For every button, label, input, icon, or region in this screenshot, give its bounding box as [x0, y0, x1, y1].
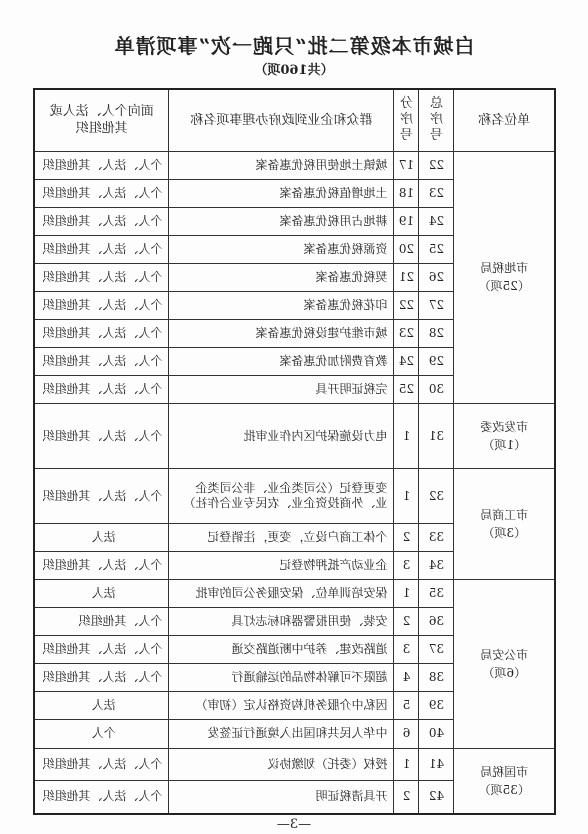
item-name-cell: 完税证明开具	[169, 376, 394, 404]
total-number-cell: 35	[419, 579, 454, 607]
target-cell: 个人、法人、其他组织	[34, 404, 169, 469]
total-number-cell: 28	[419, 320, 454, 348]
unit-item-count: （1项）	[482, 438, 527, 453]
target-cell: 个人	[34, 720, 169, 748]
target-cell: 个人、法人、其他组织	[34, 748, 169, 780]
target-cell: 个人、法人、其他组织	[34, 291, 169, 319]
item-name-cell: 保安培训单位、保安服务公司的审批	[169, 579, 394, 607]
target-cell: 个人、法人、其他组织	[34, 235, 169, 263]
sub-number-cell: 4	[394, 664, 419, 692]
header-item-name: 群众和企业到政府办理事项名称	[169, 89, 394, 151]
item-name-cell: 因私中介服务机构资格认定（初审）	[169, 692, 394, 720]
unit-cell	[454, 151, 555, 404]
item-name-cell: 城镇土地使用税优惠备案	[169, 151, 394, 179]
item-name-cell: 电力设施保护区内作业审批	[169, 404, 394, 469]
unit-name: 市工商局	[480, 508, 529, 523]
target-cell: 个人、法人、其他组织	[34, 376, 169, 404]
total-number-cell: 41	[419, 748, 454, 780]
target-cell: 个人、法人、其他组织	[34, 348, 169, 376]
target-cell: 法人	[34, 692, 169, 720]
page-number: —3—	[276, 817, 312, 832]
item-list-table	[33, 88, 556, 815]
target-cell: 个人、法人、其他组织	[34, 636, 169, 664]
total-number-cell: 32	[419, 469, 454, 523]
target-cell: 个人、法人、其他组织	[34, 551, 169, 579]
total-number-cell: 30	[419, 376, 454, 404]
sub-number-cell: 2	[394, 608, 419, 636]
total-number-cell: 34	[419, 551, 454, 579]
sub-number-cell: 18	[394, 179, 419, 207]
item-name-cell: 道路改建、养护中断道路交通	[169, 636, 394, 664]
total-number-cell: 39	[419, 692, 454, 720]
item-name-cell: 安装、使用报警器和标志灯具	[169, 608, 394, 636]
total-number-cell: 40	[419, 720, 454, 748]
sub-number-cell: 20	[394, 235, 419, 263]
unit-cell	[454, 748, 555, 814]
item-name-cell: 变更登记（公司类企业、非公司类企业、外商投资企业、农民专业合作社）	[169, 469, 394, 523]
item-name-cell: 企业动产抵押物登记	[169, 551, 394, 579]
sub-number-cell: 1	[394, 404, 419, 469]
table-row	[34, 579, 555, 607]
header-sub-no: 分序号	[394, 89, 419, 151]
item-name-cell: 教育费附加优惠备案	[169, 348, 394, 376]
sub-number-cell: 2	[394, 780, 419, 814]
sub-number-cell: 1	[394, 579, 419, 607]
item-name-cell: 资源税优惠备案	[169, 235, 394, 263]
unit-name: 市发改委	[480, 420, 529, 435]
document-subtitle: （共160项）	[254, 63, 334, 78]
sub-number-cell: 22	[394, 291, 419, 319]
table-row	[34, 404, 555, 469]
item-name-cell: 个体工商户设立，变更，注销登记	[169, 523, 394, 551]
total-number-cell: 31	[419, 404, 454, 469]
table-row	[34, 469, 555, 523]
target-cell: 个人、法人、其他组织	[34, 664, 169, 692]
table-body	[34, 151, 555, 814]
unit-item-count: （3项）	[482, 526, 527, 541]
item-name-cell: 城市维护建设税优惠备案	[169, 320, 394, 348]
unit-item-count: （35项）	[478, 782, 530, 797]
total-number-cell: 23	[419, 179, 454, 207]
sub-number-cell: 3	[394, 636, 419, 664]
unit-item-count: （25项）	[478, 279, 530, 294]
sub-number-cell: 1	[394, 748, 419, 780]
unit-name: 市公安局	[480, 647, 529, 662]
target-cell: 个人、法人、其他组织	[34, 263, 169, 291]
item-list-table-wrapper	[35, 88, 556, 815]
table-row	[34, 748, 555, 780]
sub-number-cell: 23	[394, 320, 419, 348]
unit-cell	[454, 404, 555, 469]
table-row	[34, 151, 555, 179]
total-number-cell: 42	[419, 780, 454, 814]
sub-number-cell: 3	[394, 551, 419, 579]
total-number-cell: 22	[419, 151, 454, 179]
unit-name: 市国税局	[480, 764, 529, 779]
sub-number-cell: 2	[394, 523, 419, 551]
header-unit: 单位名称	[454, 89, 555, 151]
header-target: 面向个人、法人或其他组织	[34, 89, 169, 151]
item-name-cell: 开具清税证明	[169, 780, 394, 814]
target-cell: 个人、法人、其他组织	[34, 320, 169, 348]
sub-number-cell: 19	[394, 207, 419, 235]
target-cell: 个人、法人、其他组织	[34, 151, 169, 179]
total-number-cell: 33	[419, 523, 454, 551]
target-cell: 个人、其他组织	[34, 608, 169, 636]
item-name-cell: 超限不可解体物品的运输通行	[169, 664, 394, 692]
item-name-cell: 耕地占用税优惠备案	[169, 207, 394, 235]
sub-number-cell: 25	[394, 376, 419, 404]
item-name-cell: 印花税优惠备案	[169, 291, 394, 319]
target-cell: 法人	[34, 579, 169, 607]
total-number-cell: 27	[419, 291, 454, 319]
total-number-cell: 36	[419, 608, 454, 636]
total-number-cell: 29	[419, 348, 454, 376]
target-cell: 个人、法人、其他组织	[34, 780, 169, 814]
unit-cell	[454, 579, 555, 748]
target-cell: 个人、法人、其他组织	[34, 469, 169, 523]
table-header	[34, 89, 555, 151]
total-number-cell: 26	[419, 263, 454, 291]
unit-item-count: （6项）	[482, 665, 527, 680]
document-title: 白城市本级第二批“只跑一次”事项清单	[113, 34, 475, 58]
target-cell: 个人、法人、其他组织	[34, 179, 169, 207]
unit-cell	[454, 469, 555, 580]
sub-number-cell: 21	[394, 263, 419, 291]
sub-number-cell: 5	[394, 692, 419, 720]
item-name-cell: 授权（委托）划缴协议	[169, 748, 394, 780]
total-number-cell: 25	[419, 235, 454, 263]
header-row	[34, 89, 555, 151]
total-number-cell: 24	[419, 207, 454, 235]
total-number-cell: 37	[419, 636, 454, 664]
sub-number-cell: 6	[394, 720, 419, 748]
sub-number-cell: 17	[394, 151, 419, 179]
target-cell: 个人、法人、其他组织	[34, 207, 169, 235]
sub-number-cell: 1	[394, 469, 419, 523]
item-name-cell: 契税优惠备案	[169, 263, 394, 291]
sub-number-cell: 24	[394, 348, 419, 376]
target-cell: 法人	[34, 523, 169, 551]
unit-name: 市地税局	[480, 261, 529, 276]
header-total-no: 总序号	[419, 89, 454, 151]
item-name-cell: 中华人民共和国出入境通行证签发	[169, 720, 394, 748]
item-name-cell: 土地增值税优惠备案	[169, 179, 394, 207]
total-number-cell: 38	[419, 664, 454, 692]
